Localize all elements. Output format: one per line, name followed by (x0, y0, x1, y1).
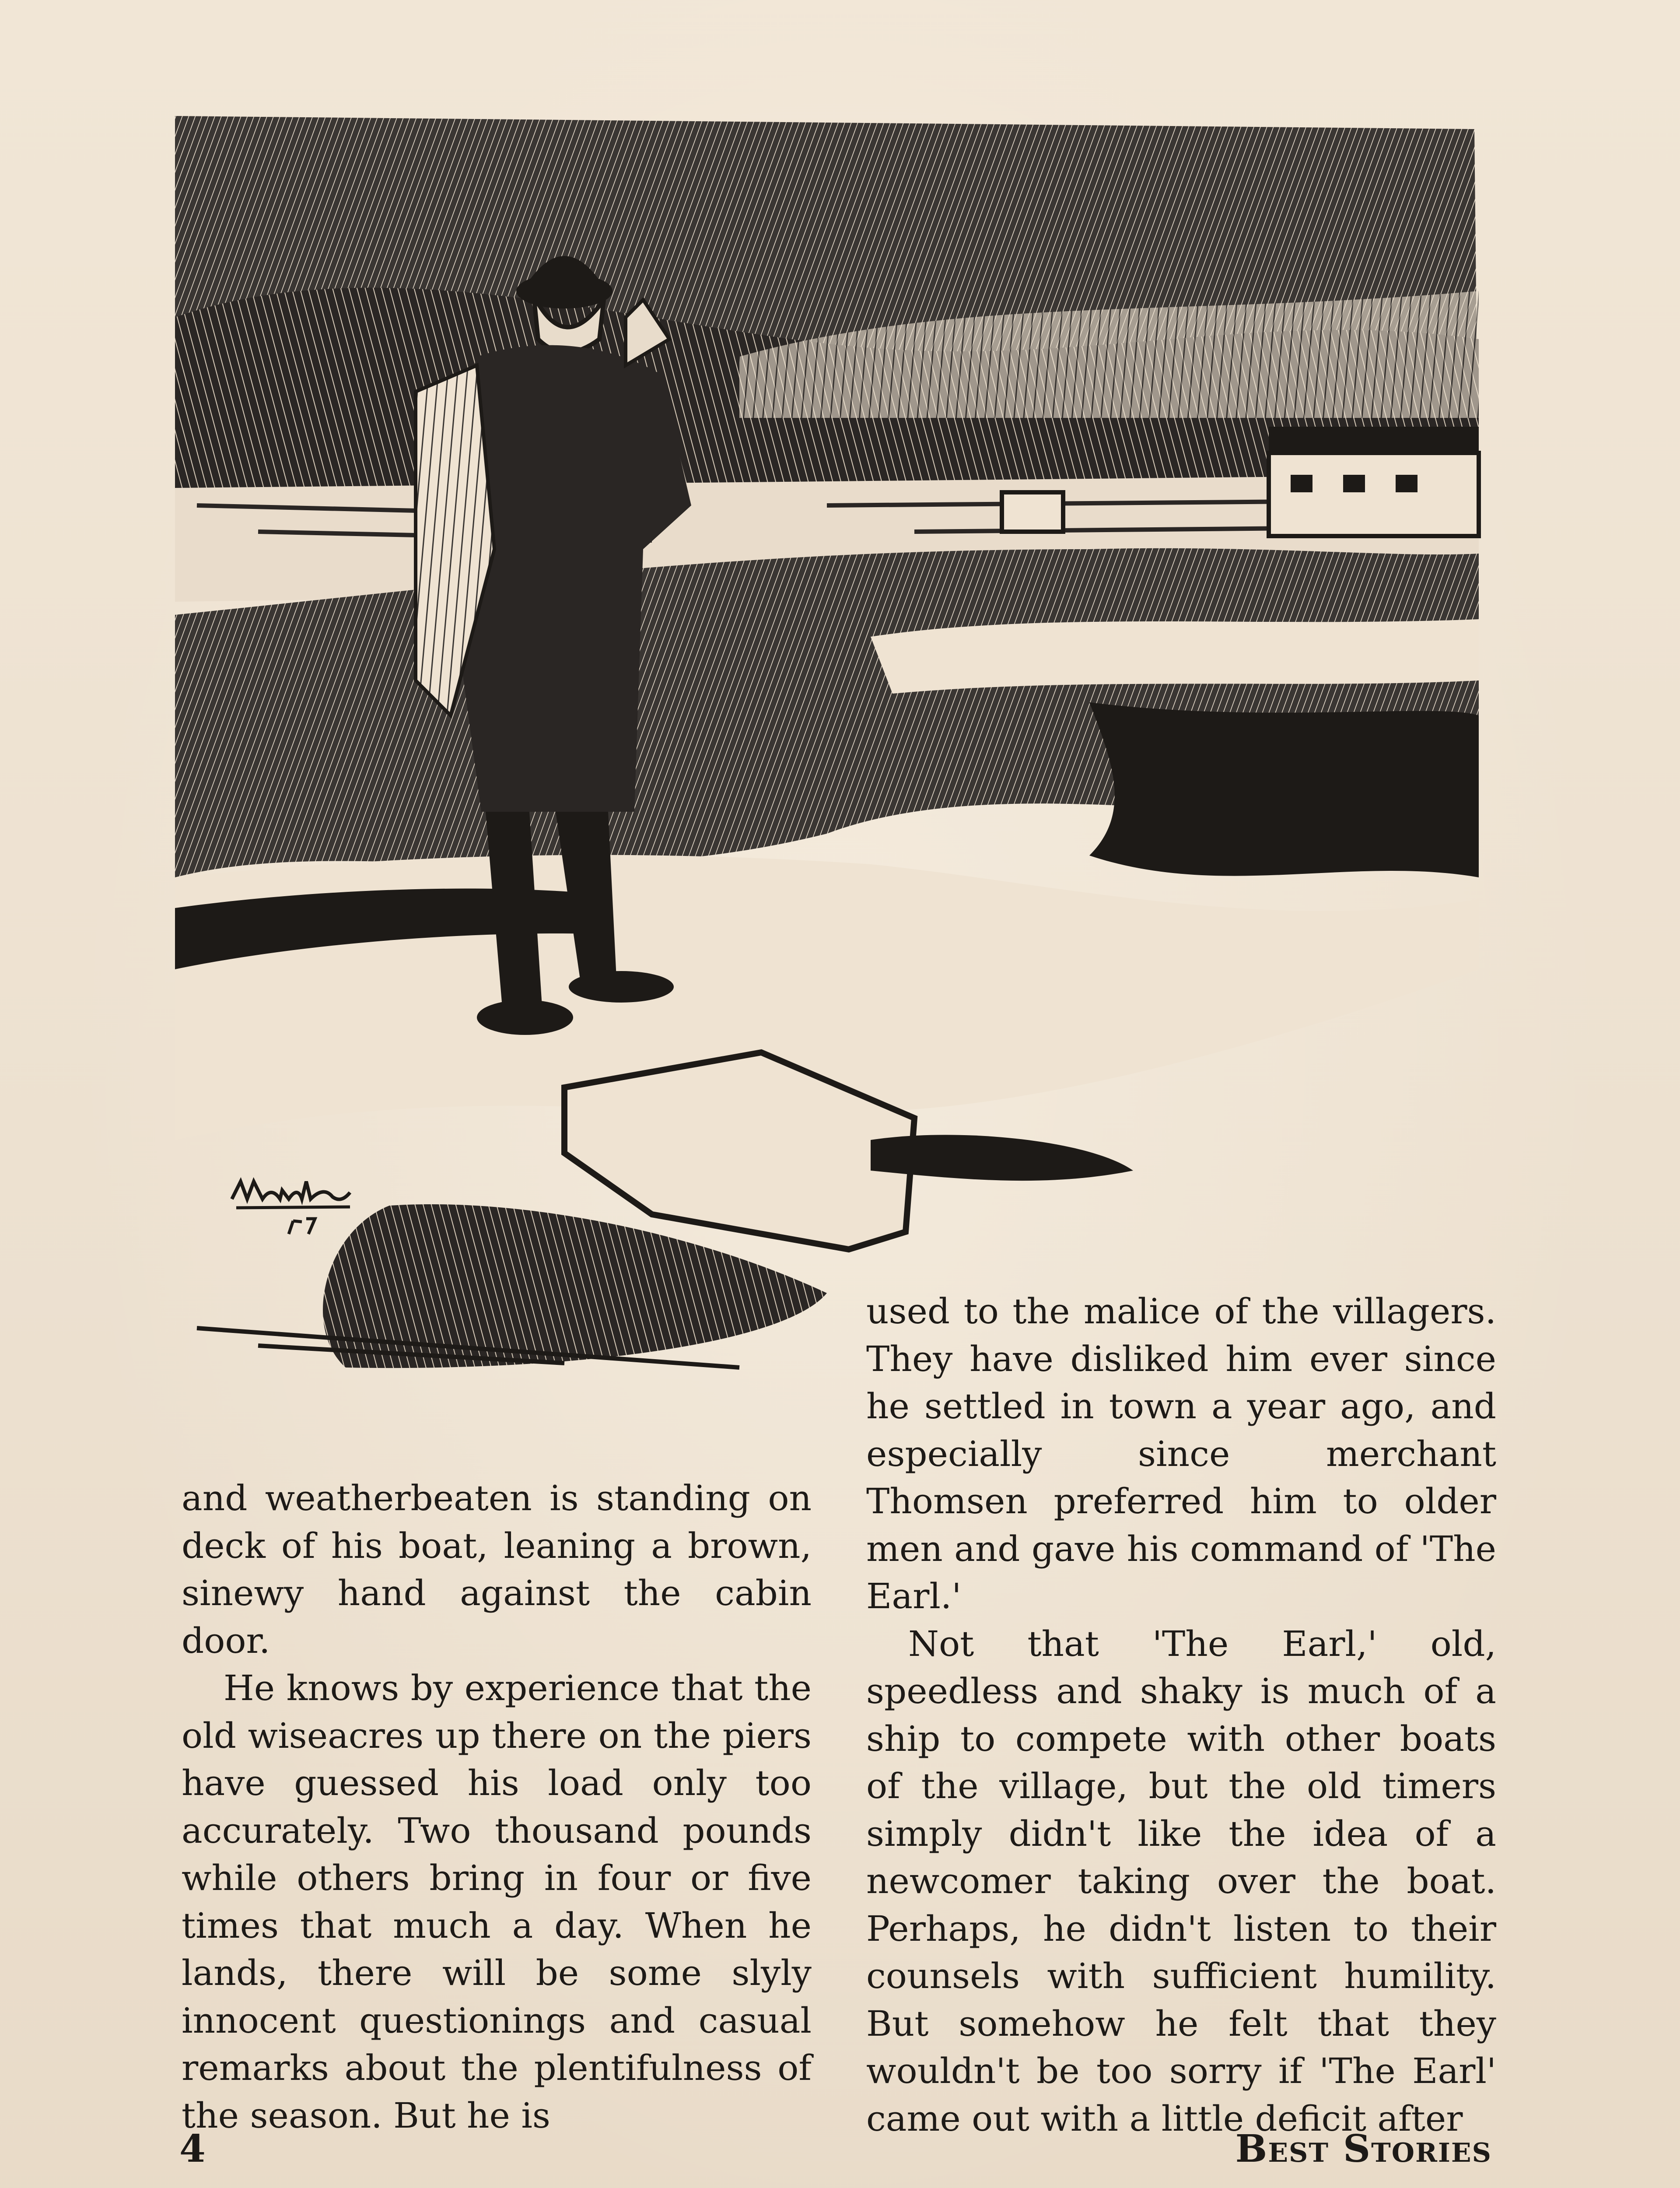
artist-signature (228, 1173, 368, 1238)
right-text-column (866, 1288, 1496, 2142)
right-paragraph-1: used to the malice of the villagers. They have disliked him ever since he settled in town a year ago, and especially since merchant Thomsen preferred him to older men and gave his command of 'The Earl.' (866, 1291, 1496, 1616)
right-paragraph-2: Not that 'The Earl,' old, speedless and shaky is much of a ship to compete with other boats of the village, but the old timers simply didn't like the idea of a newcomer taking over the boat. Perhaps, he didn't listen to their counsels with sufficient humility. But somehow he felt that they wouldn't be too sorry if 'The Earl' came out with a little deficit after (866, 1623, 1496, 2139)
left-text-column (182, 1475, 812, 2139)
running-head: Best Stories (1235, 2127, 1492, 2171)
page-number: 4 (179, 2127, 206, 2171)
illustration-drawing (171, 112, 1492, 1394)
man-on-shore-illustration (171, 112, 1492, 1394)
signature-icon (228, 1173, 368, 1238)
left-paragraph-2: He knows by experience that the old wiseacres up there on the piers have guessed his load only too accurately. Two thousand pounds while others bring in four or five times that much a day. When he lands, there will be some slyly innocent questionings and casual remarks about the plentifulness of the season. But he is (182, 1668, 812, 2136)
left-paragraph-1: and weatherbeaten is standing on deck of his boat, leaning a brown, sinewy hand against the cabin door. (182, 1478, 812, 1661)
